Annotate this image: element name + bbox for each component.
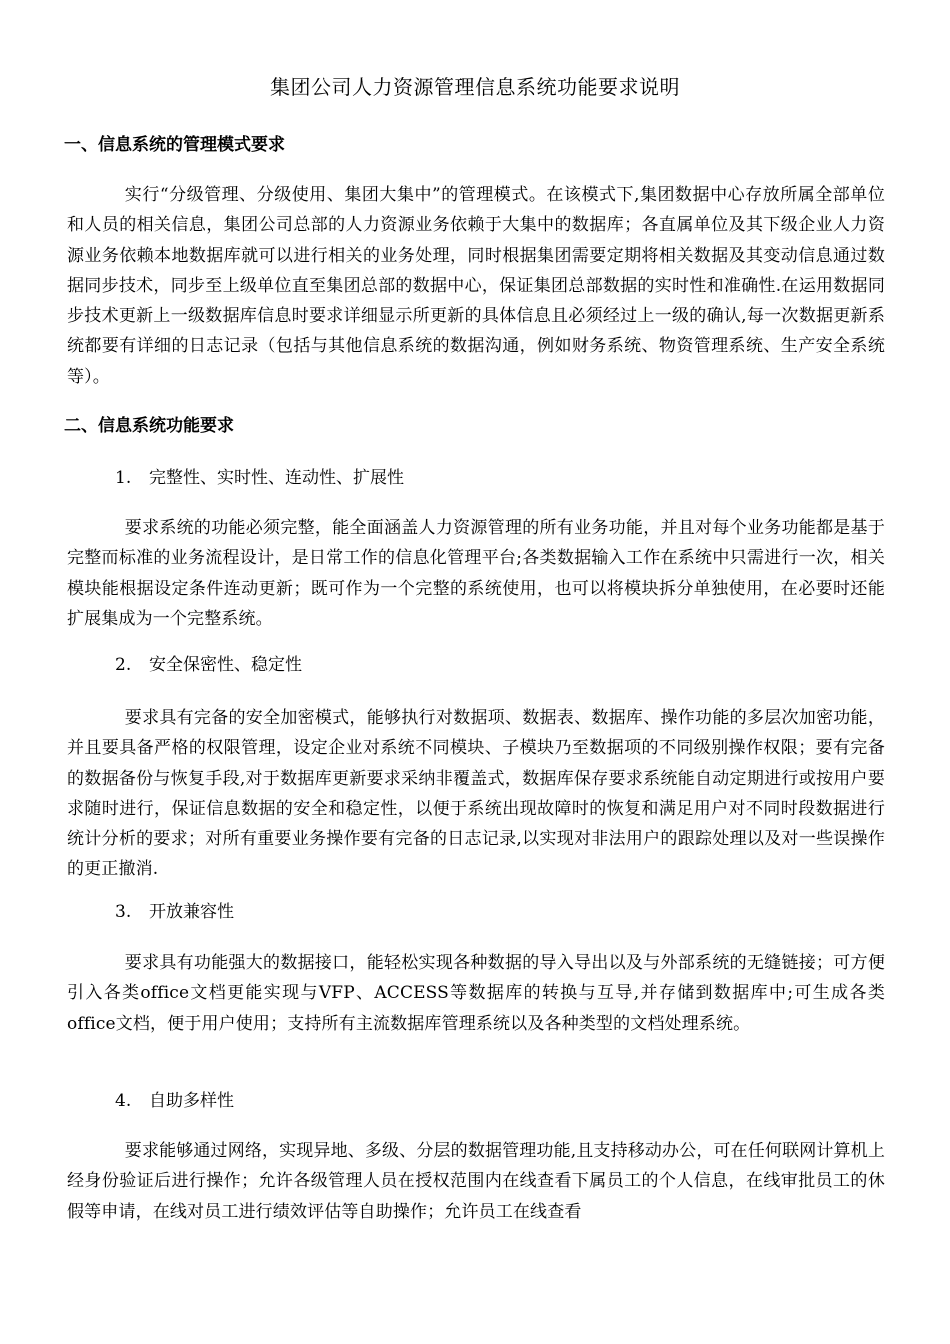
section-1-heading: 一、信息系统的管理模式要求 bbox=[64, 135, 285, 155]
section-1-paragraph: 实行“分级管理、分级使用、集团大集中”的管理模式。在该模式下,集团数据中心存放所属全部单位和人员的相关信息，集团公司总部的人力资源业务依赖于大集中的数据库；各直属单位及其下级企业人力资源业务依赖本地数据库就可以进行相关的业务处理，同时根据集团需要定期将相关数据及其变动信息通过数据同步技术，同步至上级单位直至集团总部的数据中心，保证集团总部数据的实时性和准确性.在运用数据同步技术更新上一级数据库信息时要求详细显示所更新的具体信息且必须经过上一级的确认,每一次数据更新系统都要有详细的日志记录（包括与其他信息系统的数据沟通，例如财务系统、物资管理系统、生产安全系统等）。 bbox=[67, 185, 885, 387]
item-4-heading bbox=[115, 1089, 234, 1113]
item-1-number: 1. bbox=[115, 468, 132, 488]
item-4-title: 自助多样性 bbox=[149, 1091, 234, 1111]
item-3-number: 3. bbox=[115, 902, 132, 922]
item-2-paragraph: 要求具有完备的安全加密模式，能够执行对数据项、数据表、数据库、操作功能的多层次加密功能，并且要具备严格的权限管理，设定企业对系统不同模块、子模块乃至数据项的不同级别操作权限；要有完备的数据备份与恢复手段,对于数据库更新要求采纳非覆盖式，数据库保存要求系统能自动定期进行或按用户要求随时进行，保证信息数据的安全和稳定性，以便于系统出现故障时的恢复和满足用户对不同时段数据进行统计分析的要求；对所有重要业务操作要有完备的日志记录,以实现对非法用户的跟踪处理以及对一些误操作的更正撤消. bbox=[67, 708, 885, 880]
item-1-heading bbox=[115, 466, 404, 490]
document-title: 集团公司人力资源管理信息系统功能要求说明 bbox=[270, 75, 680, 99]
item-4-number: 4. bbox=[115, 1091, 132, 1111]
item-2-title: 安全保密性、稳定性 bbox=[149, 655, 302, 675]
item-2-heading bbox=[115, 653, 302, 677]
item-3-heading bbox=[115, 900, 234, 924]
item-2-number: 2. bbox=[115, 655, 132, 675]
item-3-paragraph: 要求具有功能强大的数据接口，能轻松实现各种数据的导入导出以及与外部系统的无缝链接；可方便引入各类office文档更能实现与VFP、ACCESS等数据库的转换与互导,并存储到数据库中;可生成各类office文档，便于用户使用；支持所有主流数据库管理系统以及各种类型的文档处理系统。 bbox=[67, 953, 885, 1034]
section-2-heading: 二、信息系统功能要求 bbox=[64, 416, 234, 436]
item-4-paragraph: 要求能够通过网络，实现异地、多级、分层的数据管理功能,且支持移动办公，可在任何联网计算机上经身份验证后进行操作；允许各级管理人员在授权范围内在线查看下属员工的个人信息，在线审批员工的休假等申请，在线对员工进行绩效评估等自助操作；允许员工在线查看 bbox=[67, 1141, 885, 1222]
item-1-title: 完整性、实时性、连动性、扩展性 bbox=[149, 468, 404, 488]
item-3-title: 开放兼容性 bbox=[149, 902, 234, 922]
item-1-paragraph: 要求系统的功能必须完整，能全面涵盖人力资源管理的所有业务功能，并且对每个业务功能都是基于完整而标准的业务流程设计，是日常工作的信息化管理平台;各类数据输入工作在系统中只需进行一次，相关模块能根据设定条件连动更新；既可作为一个完整的系统使用，也可以将模块拆分单独使用，在必要时还能扩展集成为一个完整系统。 bbox=[67, 518, 885, 629]
